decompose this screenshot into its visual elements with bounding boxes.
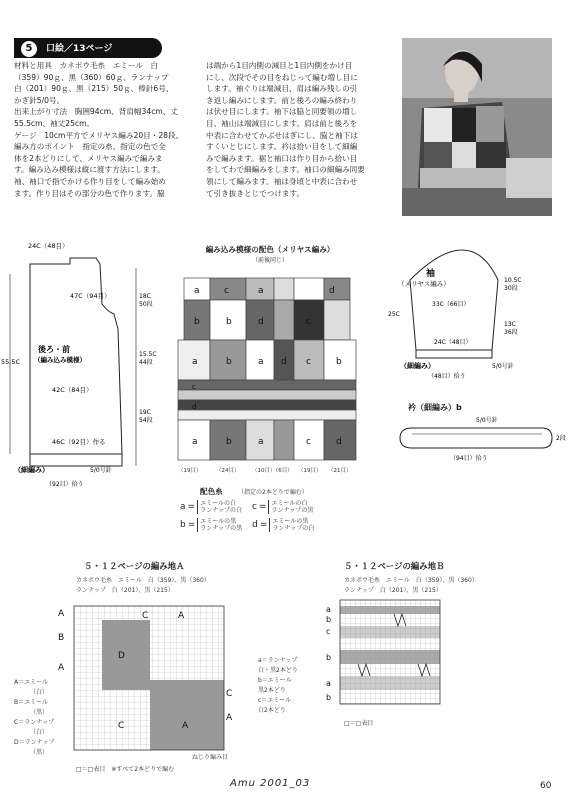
sample-b-legend [258, 656, 298, 716]
instruction-line: します。袖ぐりは端減目、肩は編み残しの引 [206, 84, 358, 94]
sleeve-hem-needle: 5/0号針 [492, 363, 514, 370]
colorwork-title: 編み込み模様の配色（メリヤス編み） [205, 245, 335, 254]
sample-b-legend-line: a＝ランナップ [258, 657, 298, 664]
color-key-item: d = エミールの黒 ランナップの白 [252, 518, 315, 532]
body-schematic [0, 234, 170, 494]
sample-a-yarn-line: ランナップ 白（201）、黒（215） [76, 587, 174, 594]
color-key [180, 500, 360, 532]
colorwork-heading [180, 244, 360, 264]
sleeve-sublabel: （メリヤス編み） [398, 280, 450, 288]
color-key-item: b = エミールの黒 ランナップの黒 [180, 518, 243, 532]
body-dim-label: 18C [139, 293, 151, 300]
instruction-line: て引き抜きとじでつけます。 [206, 188, 305, 198]
body-dim-label: 55.5C [1, 358, 21, 366]
color-key-letter: c [251, 502, 257, 512]
color-key-yarn: ランナップの黒 [200, 525, 243, 532]
instructions-col-2 [206, 60, 398, 199]
body-dim-label: 24C（48目） [28, 242, 69, 250]
instruction-line: す。編み込み模様は縦に渡す方法にします。 [14, 165, 165, 175]
color-key-letter: b [180, 520, 186, 530]
panel-letter: c [192, 383, 196, 391]
sleeve-dim-label: 24C（48目） [434, 339, 472, 346]
model-photo [402, 38, 552, 216]
sample-a-legend-line: B＝エミール [14, 699, 48, 706]
sleeve-dim-label: 13C [504, 321, 516, 328]
panel-letter: a [258, 437, 264, 447]
color-key-letter: a [180, 502, 186, 512]
panel-letter: d [336, 437, 342, 447]
panel-letter: c [306, 357, 311, 367]
instruction-line: にし、次段でその目をねじって編む増し目に [206, 72, 358, 82]
instruction-line: をしてわで細編みをします。袖口の細編み同要 [206, 165, 365, 175]
sleeve-label: 袖 [426, 269, 436, 279]
instruction-line: は伏せ目にします。袖下は脇と同要領の増し [206, 107, 358, 117]
sleeve-dim-label: 25C [388, 311, 400, 318]
section-number: 5 [20, 40, 38, 58]
instructions-col-1 [14, 60, 206, 199]
sample-a-side-label: A [226, 713, 233, 723]
instruction-line: 出来上がり寸法 胸囲94cm、背肩幅34cm、丈 [14, 107, 178, 117]
collar-pick-up: （94目）拾う [450, 455, 488, 462]
color-key-letter: d [252, 520, 258, 530]
color-key-item: c = エミールの白 ランナップの黒 [251, 500, 314, 514]
color-key-yarn: エミールの白 [200, 500, 236, 507]
sample-b-legend-line: 白・黒2本どり [258, 667, 298, 674]
sample-b-legend-line: 黒2本どり [258, 687, 286, 694]
panel-stitch-count: （19目） [298, 468, 322, 474]
instruction-line: 領にして編みます。袖は身頃と中表に合わせ [206, 176, 358, 186]
instruction-line: き返し編みにします。前と後ろの編み終わり [206, 95, 358, 105]
panel-letter: c [224, 286, 229, 296]
panel-letter: a [258, 286, 264, 296]
sleeve-schematic [380, 240, 570, 382]
instruction-line: かぎ針5/0号。 [14, 95, 65, 105]
sample-a-legend-line: （黒） [30, 709, 49, 716]
body-piece-sublabel: （編み込み模様） [34, 356, 86, 364]
sample-a-legend-line: （白） [30, 689, 49, 696]
sleeve-pick-up: （48目）拾う [428, 373, 466, 380]
collar-label: 衿（細編み）b [408, 403, 462, 412]
page-number: 60 [540, 781, 552, 791]
instruction-line: は端から1目内側の減目と1目内側をかけ目 [206, 61, 353, 70]
panel-letter: d [258, 317, 264, 327]
sleeve-dim-label: 30段 [504, 285, 518, 292]
color-key-item: a = エミールの白 ランナップの白 [180, 500, 242, 514]
sample-a-title: ５・１２ページの編み地Ａ [84, 561, 185, 571]
sample-b-footnote: □＝□表目 [344, 720, 374, 727]
sample-a-side-label: B [58, 633, 65, 643]
instruction-line: （359）90ｇ、黒（360）60ｇ、ランナップ [14, 72, 169, 82]
sample-b-chart [320, 598, 448, 718]
panel-letter: b [194, 317, 200, 327]
sample-a-cell-letter: C [142, 611, 149, 621]
color-key-yarn: ランナップの白 [200, 507, 242, 514]
sample-a-legend-line: C＝ランナップ [14, 719, 55, 726]
panel-letter: a [192, 357, 198, 367]
instruction-line: 編み方のポイント 指定の糸、指定の色で全 [14, 142, 166, 152]
sample-a-legend-line: D＝ランナップ [14, 739, 55, 746]
sample-a-legend-line: （白） [30, 729, 49, 736]
collar-schematic [392, 414, 566, 462]
body-pick-up: （92目）拾う [46, 481, 84, 488]
color-key-note: （指定の2本どりで編む） [238, 489, 308, 496]
panel-letter: a [258, 357, 264, 367]
sample-a-legend-line: A＝エミール [14, 679, 48, 686]
sample-a-cell-letter: D [118, 651, 125, 661]
instruction-line: ゲージ 10cm平方でメリヤス編み20目・28段。 [14, 130, 184, 140]
instruction-line: 中表に合わせてかぶせはぎにし、脇と袖下は [206, 130, 358, 140]
panel-letter: d [329, 286, 335, 296]
sample-a-cell-letter: C [118, 721, 125, 731]
panel-letter: b [226, 437, 232, 447]
sample-a-footnote: □＝□表目 ※すべて2本どりで編む [76, 766, 175, 773]
sample-a-side-label: A [58, 663, 65, 673]
instruction-line: 袖、袖口で指でかける作り目をして編み始め [14, 176, 166, 186]
colorwork-diagram [174, 268, 362, 480]
sleeve-dim-label: 33C（66目） [432, 301, 470, 308]
panel-letter: c [306, 437, 311, 447]
panel-letter: a [194, 286, 200, 296]
sleeve-dim-label: 36段 [504, 329, 518, 336]
instruction-line: すくいとじにします。衿は拾い目をして細編 [206, 142, 358, 152]
sample-b-row-label: a [326, 679, 331, 688]
sleeve-hem-label: （細編み） [400, 362, 435, 370]
panel-stitch-count: （21目） [328, 468, 352, 474]
sample-b-yarn-line: ランナップ 白（201）、黒（215） [344, 587, 442, 594]
panel-letter: d [281, 357, 287, 367]
body-dim-label: 44段 [139, 359, 153, 366]
instruction-line: 白（201）90ｇ、黒（215）50ｇ、棒針6号、 [14, 84, 174, 94]
body-dim-label: 54段 [139, 417, 153, 424]
body-piece-label: 後ろ・前 [38, 345, 70, 354]
model-photo-illustration [402, 38, 552, 216]
sample-b-row-label: a [326, 605, 331, 614]
body-hem-needle: 5/0号針 [90, 467, 112, 474]
sample-b-legend-line: b＝エミール [258, 677, 292, 684]
body-dim-label: 42C（84目） [52, 386, 93, 394]
body-dim-label: 46C（92目）作る [52, 438, 106, 446]
body-dim-label: 50段 [139, 301, 153, 308]
sample-b-row-label: b [326, 653, 332, 662]
sample-a-legend [14, 678, 55, 758]
color-key-yarn: ランナップの白 [272, 525, 315, 532]
collar-needle: 5/0号針 [476, 417, 498, 424]
sample-a-side-label: A [58, 609, 65, 619]
body-hem-label: （細編み） [14, 466, 49, 474]
panel-letter: b [336, 357, 342, 367]
panel-stitch-count: （10目）（6目） [252, 468, 293, 474]
sample-b-row-label: c [326, 627, 331, 636]
panel-letter: d [192, 403, 197, 411]
instruction-line: ます。作り目はその部分の色で作ります。脇 [14, 188, 165, 198]
sample-a-cell-letter: A [178, 611, 185, 621]
sample-a-chart [56, 600, 236, 760]
instruction-line: 55.5cm、袖丈25cm。 [14, 118, 95, 128]
section-title: 口絵／13ページ [46, 44, 113, 54]
sleeve-dim-label: 10.5C [504, 277, 522, 284]
body-dim-label: 15.5C [139, 351, 157, 358]
panel-letter: b [226, 357, 232, 367]
color-key-yarn: エミールの白 [271, 500, 308, 507]
color-key-title: 配色糸 [200, 487, 223, 496]
sample-b-row-label: b [326, 615, 332, 624]
sample-a-cell-letter: A [182, 721, 189, 731]
instruction-line: 体を2本どりにして、メリヤス編みで編みま [14, 153, 163, 163]
sample-b-legend-line: 白2本どり [258, 707, 286, 714]
collar-rows: 2段 [556, 435, 566, 442]
instruction-line: 材料と用具 カネボウ毛糸 エミール 白 [14, 61, 159, 70]
sample-b-yarn-line: カネボウ毛糸 エミール 白（359）、黒（360） [344, 577, 478, 584]
sample-a-yarn-line: カネボウ毛糸 エミール 白（359）、黒（360） [76, 577, 210, 584]
panel-stitch-count: （19目） [178, 468, 202, 474]
magazine-footer: Amu 2001_03 [230, 778, 311, 789]
body-dim-label: 19C [139, 409, 151, 416]
sample-b-row-label: b [326, 693, 332, 702]
sample-a-legend-line: （黒） [30, 749, 49, 756]
panel-letter: c [306, 317, 311, 327]
instruction-line: 目、袖山は端減目にします。肩は前と後ろを [206, 118, 358, 128]
panel-letter: a [192, 437, 198, 447]
instruction-line: みで編みます。裾と袖口は作り目から拾い目 [206, 153, 358, 163]
sample-b-legend-line: c＝エミール [258, 697, 292, 704]
color-key-yarn: エミールの黒 [272, 518, 309, 525]
sample-a-twist-note: ねじり編み目 [192, 754, 229, 761]
color-key-yarn: ランナップの黒 [271, 507, 314, 514]
body-dim-label: 47C（94目） [70, 292, 111, 300]
colorwork-subtitle: （前後同じ） [251, 257, 288, 264]
color-key-yarn: エミールの黒 [200, 518, 237, 525]
panel-letter: b [226, 317, 232, 327]
panel-stitch-count: （24目） [216, 468, 240, 474]
sample-b-title: ５・１２ページの編み地Ｂ [344, 561, 445, 571]
sample-a-side-label: C [226, 689, 233, 699]
